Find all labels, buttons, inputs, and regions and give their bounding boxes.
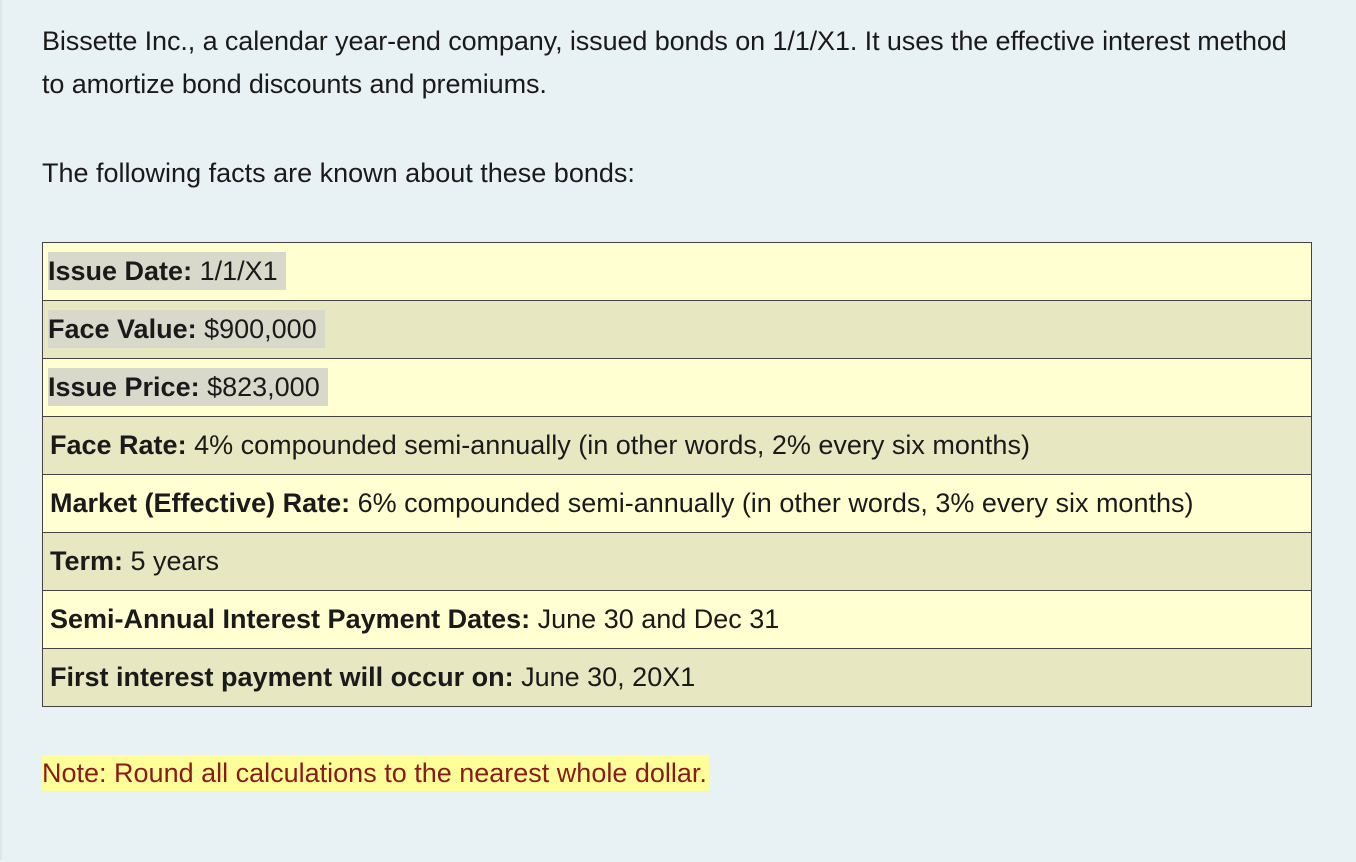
table-row: [43, 533, 1312, 591]
table-row: [43, 417, 1312, 475]
table-row: [43, 591, 1312, 649]
fact-face-value: [43, 301, 1312, 359]
fact-label: Semi-Annual Interest Payment Dates:: [50, 604, 531, 634]
table-row: [43, 243, 1312, 301]
fact-payment-dates: [43, 591, 1312, 649]
rounding-note: Note: Round all calculations to the nearest whole dollar.: [42, 755, 709, 791]
fact-value: $823,000: [199, 372, 320, 402]
table-row: [43, 475, 1312, 533]
fact-label: Term:: [50, 546, 124, 576]
fact-market-rate: [43, 475, 1312, 533]
fact-face-rate: [43, 417, 1312, 475]
highlighted-text: [48, 310, 325, 348]
table-row: [43, 359, 1312, 417]
facts-lead-text: The following facts are known about these bonds:: [42, 158, 635, 188]
fact-label: Issue Date:: [48, 256, 193, 286]
highlighted-text: [48, 252, 286, 290]
fact-label: Market (Effective) Rate:: [50, 488, 351, 518]
fact-value: 6% compounded semi-annually (in other words, 3% every six months): [350, 488, 1194, 518]
fact-issue-price: [43, 359, 1312, 417]
fact-value: $900,000: [196, 314, 317, 344]
fact-label: First interest payment will occur on:: [50, 662, 514, 692]
fact-term: [43, 533, 1312, 591]
fact-value: 5 years: [123, 546, 220, 576]
fact-issue-date: [43, 243, 1312, 301]
question-content: [42, 20, 1312, 791]
fact-value: 4% compounded semi-annually (in other words, 2% every six months): [186, 430, 1030, 460]
table-row: [43, 649, 1312, 707]
highlighted-text: [48, 368, 328, 406]
intro-paragraph: Bissette Inc., a calendar year-end company, issued bonds on 1/1/X1. It uses the effective interest method to amortize bond discounts and premiums.: [42, 26, 1287, 99]
table-row: [43, 301, 1312, 359]
fact-label: Face Rate:: [50, 430, 187, 460]
fact-value: 1/1/X1: [192, 256, 278, 286]
fact-value: June 30, 20X1: [513, 662, 696, 692]
fact-label: Issue Price:: [48, 372, 200, 402]
fact-value: June 30 and Dec 31: [530, 604, 780, 634]
fact-label: Face Value:: [48, 314, 197, 344]
fact-first-payment: [43, 649, 1312, 707]
bond-facts-table: [42, 242, 1312, 707]
